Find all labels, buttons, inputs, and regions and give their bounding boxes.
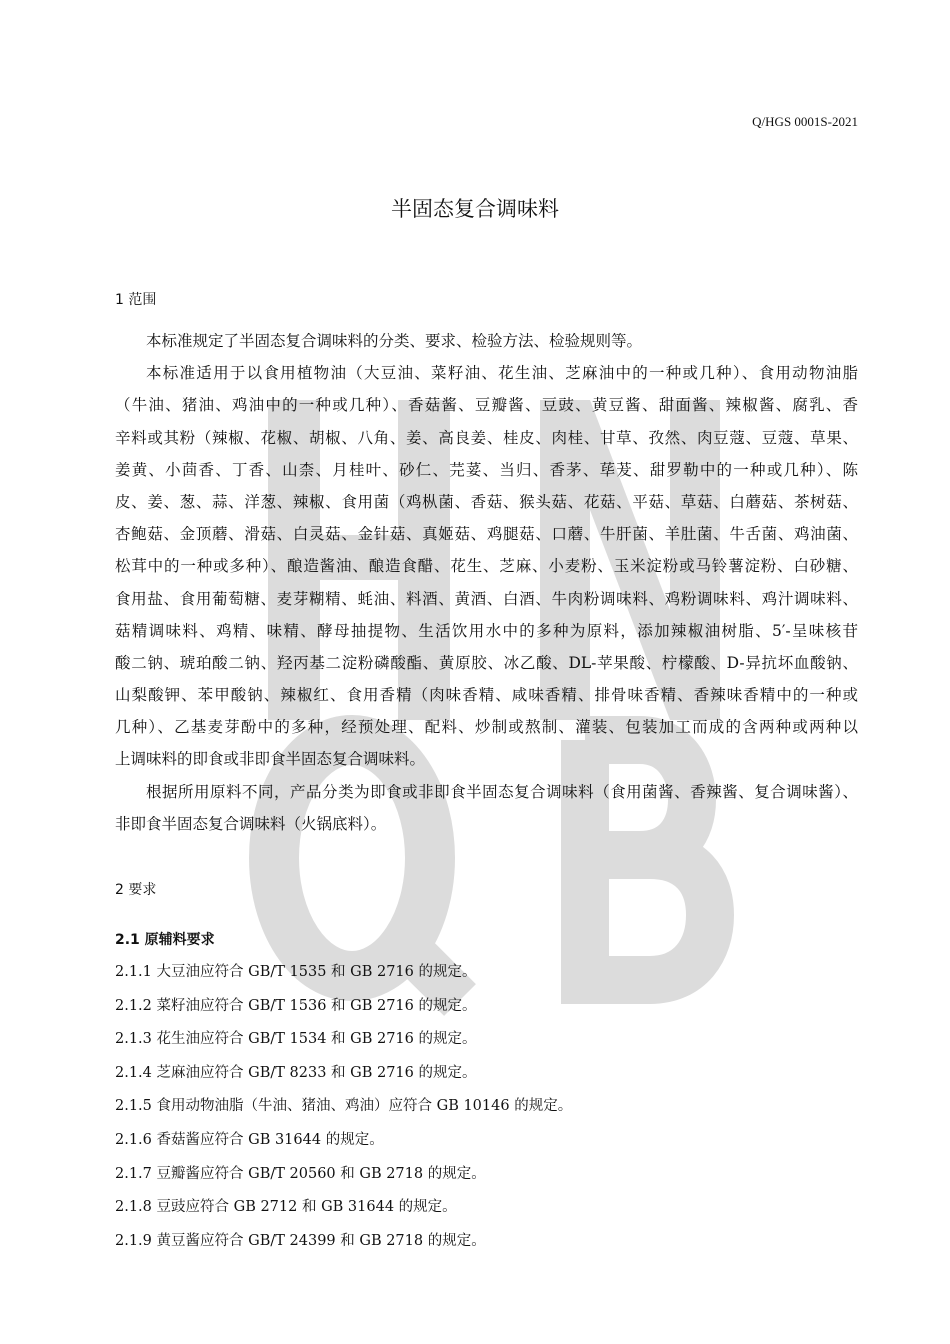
paragraph-line: 食用盐、食用葡萄糖、麦芽糊精、蚝油、料酒、黄酒、白酒、牛肉粉调味料、鸡粉调味料、鸡汁调味料、: [115, 589, 858, 608]
requirement-item: 2.1.6 香菇酱应符合 GB 31644 的规定。: [115, 1132, 384, 1148]
requirement-item: 2.1.3 花生油应符合 GB/T 1534 和 GB 2716 的规定。: [115, 1031, 477, 1048]
requirement-item: 2.1.8 豆豉应符合 GB 2712 和 GB 31644 的规定。: [115, 1199, 457, 1216]
requirement-item: 2.1.7 豆瓣酱应符合 GB/T 20560 和 GB 2718 的规定。: [115, 1165, 486, 1182]
paragraph-line: 辛料或其粉（辣椒、花椒、胡椒、八角、姜、高良姜、桂皮、肉桂、甘草、孜然、肉豆蔻、豆蔻、草果、: [115, 428, 858, 447]
scope-section-body: [115, 325, 858, 840]
paragraph-line: 皮、姜、葱、蒜、洋葱、辣椒、食用菌（鸡枞菌、香菇、猴头菇、花菇、平菇、草菇、白蘑菇、茶树菇、: [115, 492, 858, 511]
paragraph-line: 根据所用原料不同，产品分类为即食或非即食半固态复合调味料（食用菌酱、香辣酱、复合调味酱）、: [146, 782, 858, 801]
paragraph-line: 山梨酸钾、苯甲酸钠、辣椒红、食用香精（肉味香精、咸味香精、排骨味香精、香辣味香精中的一种或: [115, 686, 858, 705]
paragraph-line: （牛油、猪油、鸡油中的一种或几种）、香菇酱、豆瓣酱、豆豉、黄豆酱、甜面酱、辣椒酱、腐乳、香: [115, 396, 858, 415]
section-heading-requirements: 2 要求: [115, 882, 157, 898]
requirement-item: 2.1.5 食用动物油脂（牛油、猪油、鸡油）应符合 GB 10146 的规定。: [115, 1098, 573, 1115]
scope-paragraph-1: 本标准规定了半固态复合调味料的分类、要求、检验方法、检验规则等。: [146, 332, 643, 350]
requirement-item: 2.1.2 菜籽油应符合 GB/T 1536 和 GB 2716 的规定。: [115, 997, 477, 1014]
standard-code: Q/HGS 0001S-2021: [752, 114, 858, 129]
scope-paragraph-2: [115, 357, 858, 775]
paragraph-line: 本标准适用于以食用植物油（大豆油、菜籽油、花生油、芝麻油中的一种或几种）、食用动物油脂: [146, 364, 858, 383]
requirement-item: 2.1.1 大豆油应符合 GB/T 1535 和 GB 2716 的规定。: [115, 964, 477, 980]
paragraph-line: 姜黄、小茴香、丁香、山柰、月桂叶、砂仁、芫荽、当归、香茅、荜茇、甜罗勒中的一种或几种）、陈: [115, 460, 858, 479]
paragraph-line: 菇精调味料、鸡精、味精、酵母抽提物、生活饮用水中的多种为原料，添加辣椒油树脂、5′-呈味核苷: [115, 621, 858, 640]
paragraph-line: 松茸中的一种或多种）、酿造酱油、酿造食醋、花生、芝麻、小麦粉、玉米淀粉或马铃薯淀粉、白砂糖、: [115, 557, 858, 576]
requirement-item: 2.1.9 黄豆酱应符合 GB/T 24399 和 GB 2718 的规定。: [115, 1232, 486, 1249]
paragraph-line: 非即食半固态复合调味料（火锅底料）。: [115, 814, 387, 833]
requirement-item: 2.1.4 芝麻油应符合 GB/T 8233 和 GB 2716 的规定。: [115, 1064, 477, 1081]
paragraph-line: 酸二钠、琥珀酸二钠、羟丙基二淀粉磷酸酯、黄原胶、冰乙酸、DL-苹果酸、柠檬酸、D-异抗坏血酸钠、: [115, 653, 858, 672]
subsection-heading-materials: 2.1 原辅料要求: [115, 932, 215, 948]
paragraph-line: 杏鲍菇、金顶蘑、滑菇、白灵菇、金针菇、真姬菇、鸡腿菇、口蘑、牛肝菌、羊肚菌、牛舌菌、鸡油菌、: [115, 525, 858, 544]
page-title: 半固态复合调味料: [391, 197, 559, 221]
paragraph-line: 几种）、乙基麦芽酚中的多种，经预处理、配料、炒制或熬制、灌装、包装加工而成的含两种或两种以: [115, 718, 858, 737]
paragraph-line: 上调味料的即食或非即食半固态复合调味料。: [115, 750, 426, 769]
section-heading-scope: 1 范围: [115, 292, 157, 308]
scope-paragraph-3: [115, 776, 858, 840]
